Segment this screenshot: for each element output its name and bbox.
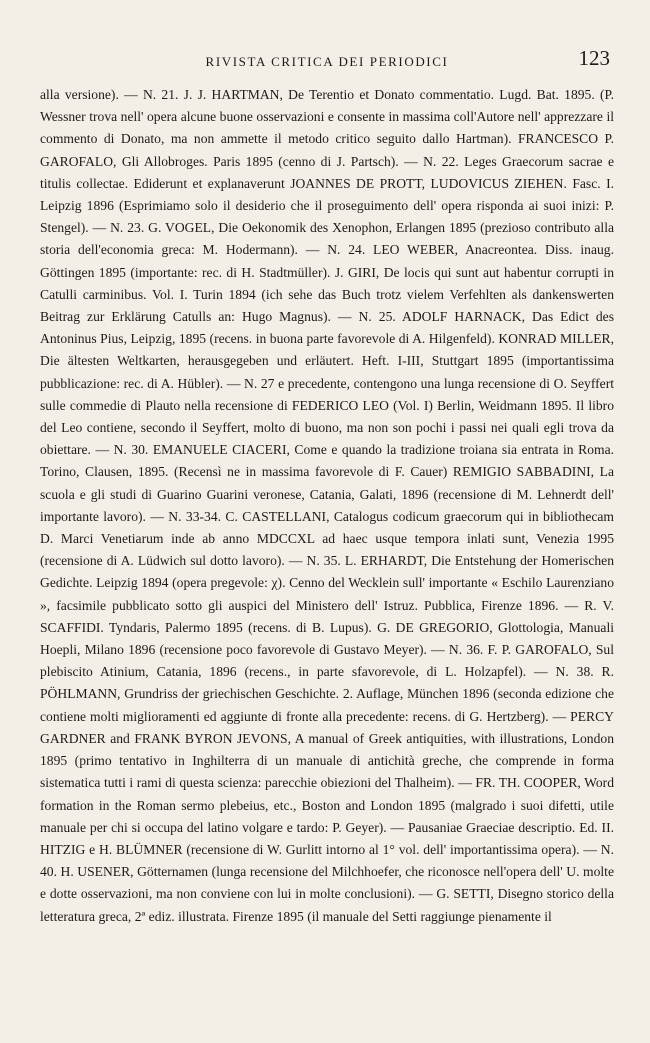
body-text [40, 84, 614, 928]
paragraph: alla versione). — N. 21. J. J. HARTMAN, De Terentio et Donato commentatio. Lugd. Bat. 1895. (P. Wessner trova nell' opera alcune buone osservazioni e consente in massima coll'Autore nell' apprezzare il commento di Donato, ma non ammette il metodo critico seguito dallo Hartman). FRANCESCO P. GAROFALO, Gli Allobroges. Paris 1895 (cenno di J. Partsch). — N. 22. Leges Graecorum sacrae e titulis collectae. Ediderunt et explanaverunt JOANNES DE PROTT, LUDOVICUS ZIEHEN. Fasc. I. Leipzig 1896 (Esprimiamo solo il desiderio che il proseguimento dell' opera risponda ai suoi inizi: P. Stengel). — N. 23. G. VOGEL, Die Oekonomik des Xenophon, Erlangen 1895 (prezioso contributo alla storia dell'economia greca: M. Hodermann). — N. 24. LEO WEBER, Anacreontea. Diss. inaug. Göttingen 1895 (importante: rec. di H. Stadtmüller). J. GIRI, De locis qui sunt aut habentur corrupti in Catulli carminibus. Vol. I. Turin 1894 (ich sehe das Buch trotz vielem Verfehlten als dankenswerten Beitrag zur Erklärung Catulls an: Hugo Magnus). — N. 25. ADOLF HARNACK, Das Edict des Antoninus Pius, Leipzig, 1895 (recens. in buona parte favorevole di A. Hilgenfeld). KONRAD MILLER, Die ältesten Weltkarten, herausgegeben und erläutert. Heft. I-III, Stuttgart 1895 (importantissima pubblicazione: rec. di A. Hübler). — N. 27 e precedente, contengono una lunga recensione di O. Seyffert sulle commedie di Plauto nella recensione di FEDERICO LEO (Vol. I) Berlin, Weidmann 1895. Il libro del Leo contiene, secondo il Seyffert, molto di buono, ma non son pochi i passi nei quali egli trova da obiettare. — N. 30. EMANUELE CIACERI, Come e quando la tradizione troiana sia entrata in Roma. Torino, Clausen, 1895. (Recensì ne in massima favorevole di F. Cauer) REMIGIO SABBADINI, La scuola e gli studi di Guarino Guarini veronese, Catania, Galati, 1896 (recensione di M. Lehnerdt dell' importante lavoro). — N. 33-34. C. CASTELLANI, Catalogus codicum graecorum qui in bibliothecam D. Marci Venetiarum inde ab anno MDCCXL ad haec usque tempora inlati sunt, Venezia 1995 (recensione di A. Lüdwich sul dotto lavoro). — N. 35. L. ERHARDT, Die Entstehung der Homerischen Gedichte. Leipzig 1894 (opera pregevole: χ). Cenno del Wecklein sull' importante « Eschilo Laurenziano », facsimile pubblicato sotto gli auspici del Ministero dell' Istruz. Pubblica, Firenze 1896. — R. V. SCAFFIDI. Tyndaris, Palermo 1895 (recens. di B. Lupus). G. DE GREGORIO, Glottologia, Manuali Hoepli, Milano 1896 (recensione poco favorevole di Gustavo Meyer). — N. 36. F. P. GAROFALO, Sul plebiscito Atinium, Catania, 1896 (recens., in parte sfavorevole, di L. Holzapfel). — N. 38. R. PÖHLMANN, Grundriss der griechischen Geschichte. 2. Auflage, München 1896 (seconda edizione che contiene molti miglioramenti ed aggiunte di fronte alla precedente: recens. di G. Hertzberg). — PERCY GARDNER and FRANK BYRON JEVONS, A manual of Greek antiquities, with illustrations, London 1895 (primo tentativo in Inghilterra di un manuale di antichità greche, che comprende in forma sistematica tutti i rami di questa scienza: parecchie obiezioni del Thalheim). — FR. TH. COOPER, Word formation in the Roman sermo plebeius, etc., Boston and London 1895 (malgrado i suoi difetti, utile manuale per chi si occupa del latino volgare e tardo: P. Geyer). — Pausaniae Graeciae descriptio. Ed. II. HITZIG e H. BLÜMNER (recensione di W. Gurlitt intorno al 1° vol. dell' importantissima opera). — N. 40. H. USENER, Götternamen (lunga recensione del Milchhoefer, che riconosce nell'opera dell' U. molte e dotte osservazioni, ma non conviene con lui in molte conclusioni). — G. SETTI, Disegno storico della letteratura greca, 2ª ediz. illustrata. Firenze 1895 (il manuale del Setti raggiunge pienamente il [40, 87, 614, 924]
running-title: RIVISTA CRITICA DEI PERIODICI [205, 54, 449, 69]
page-number: 123 [578, 46, 610, 70]
page-header [40, 44, 614, 84]
